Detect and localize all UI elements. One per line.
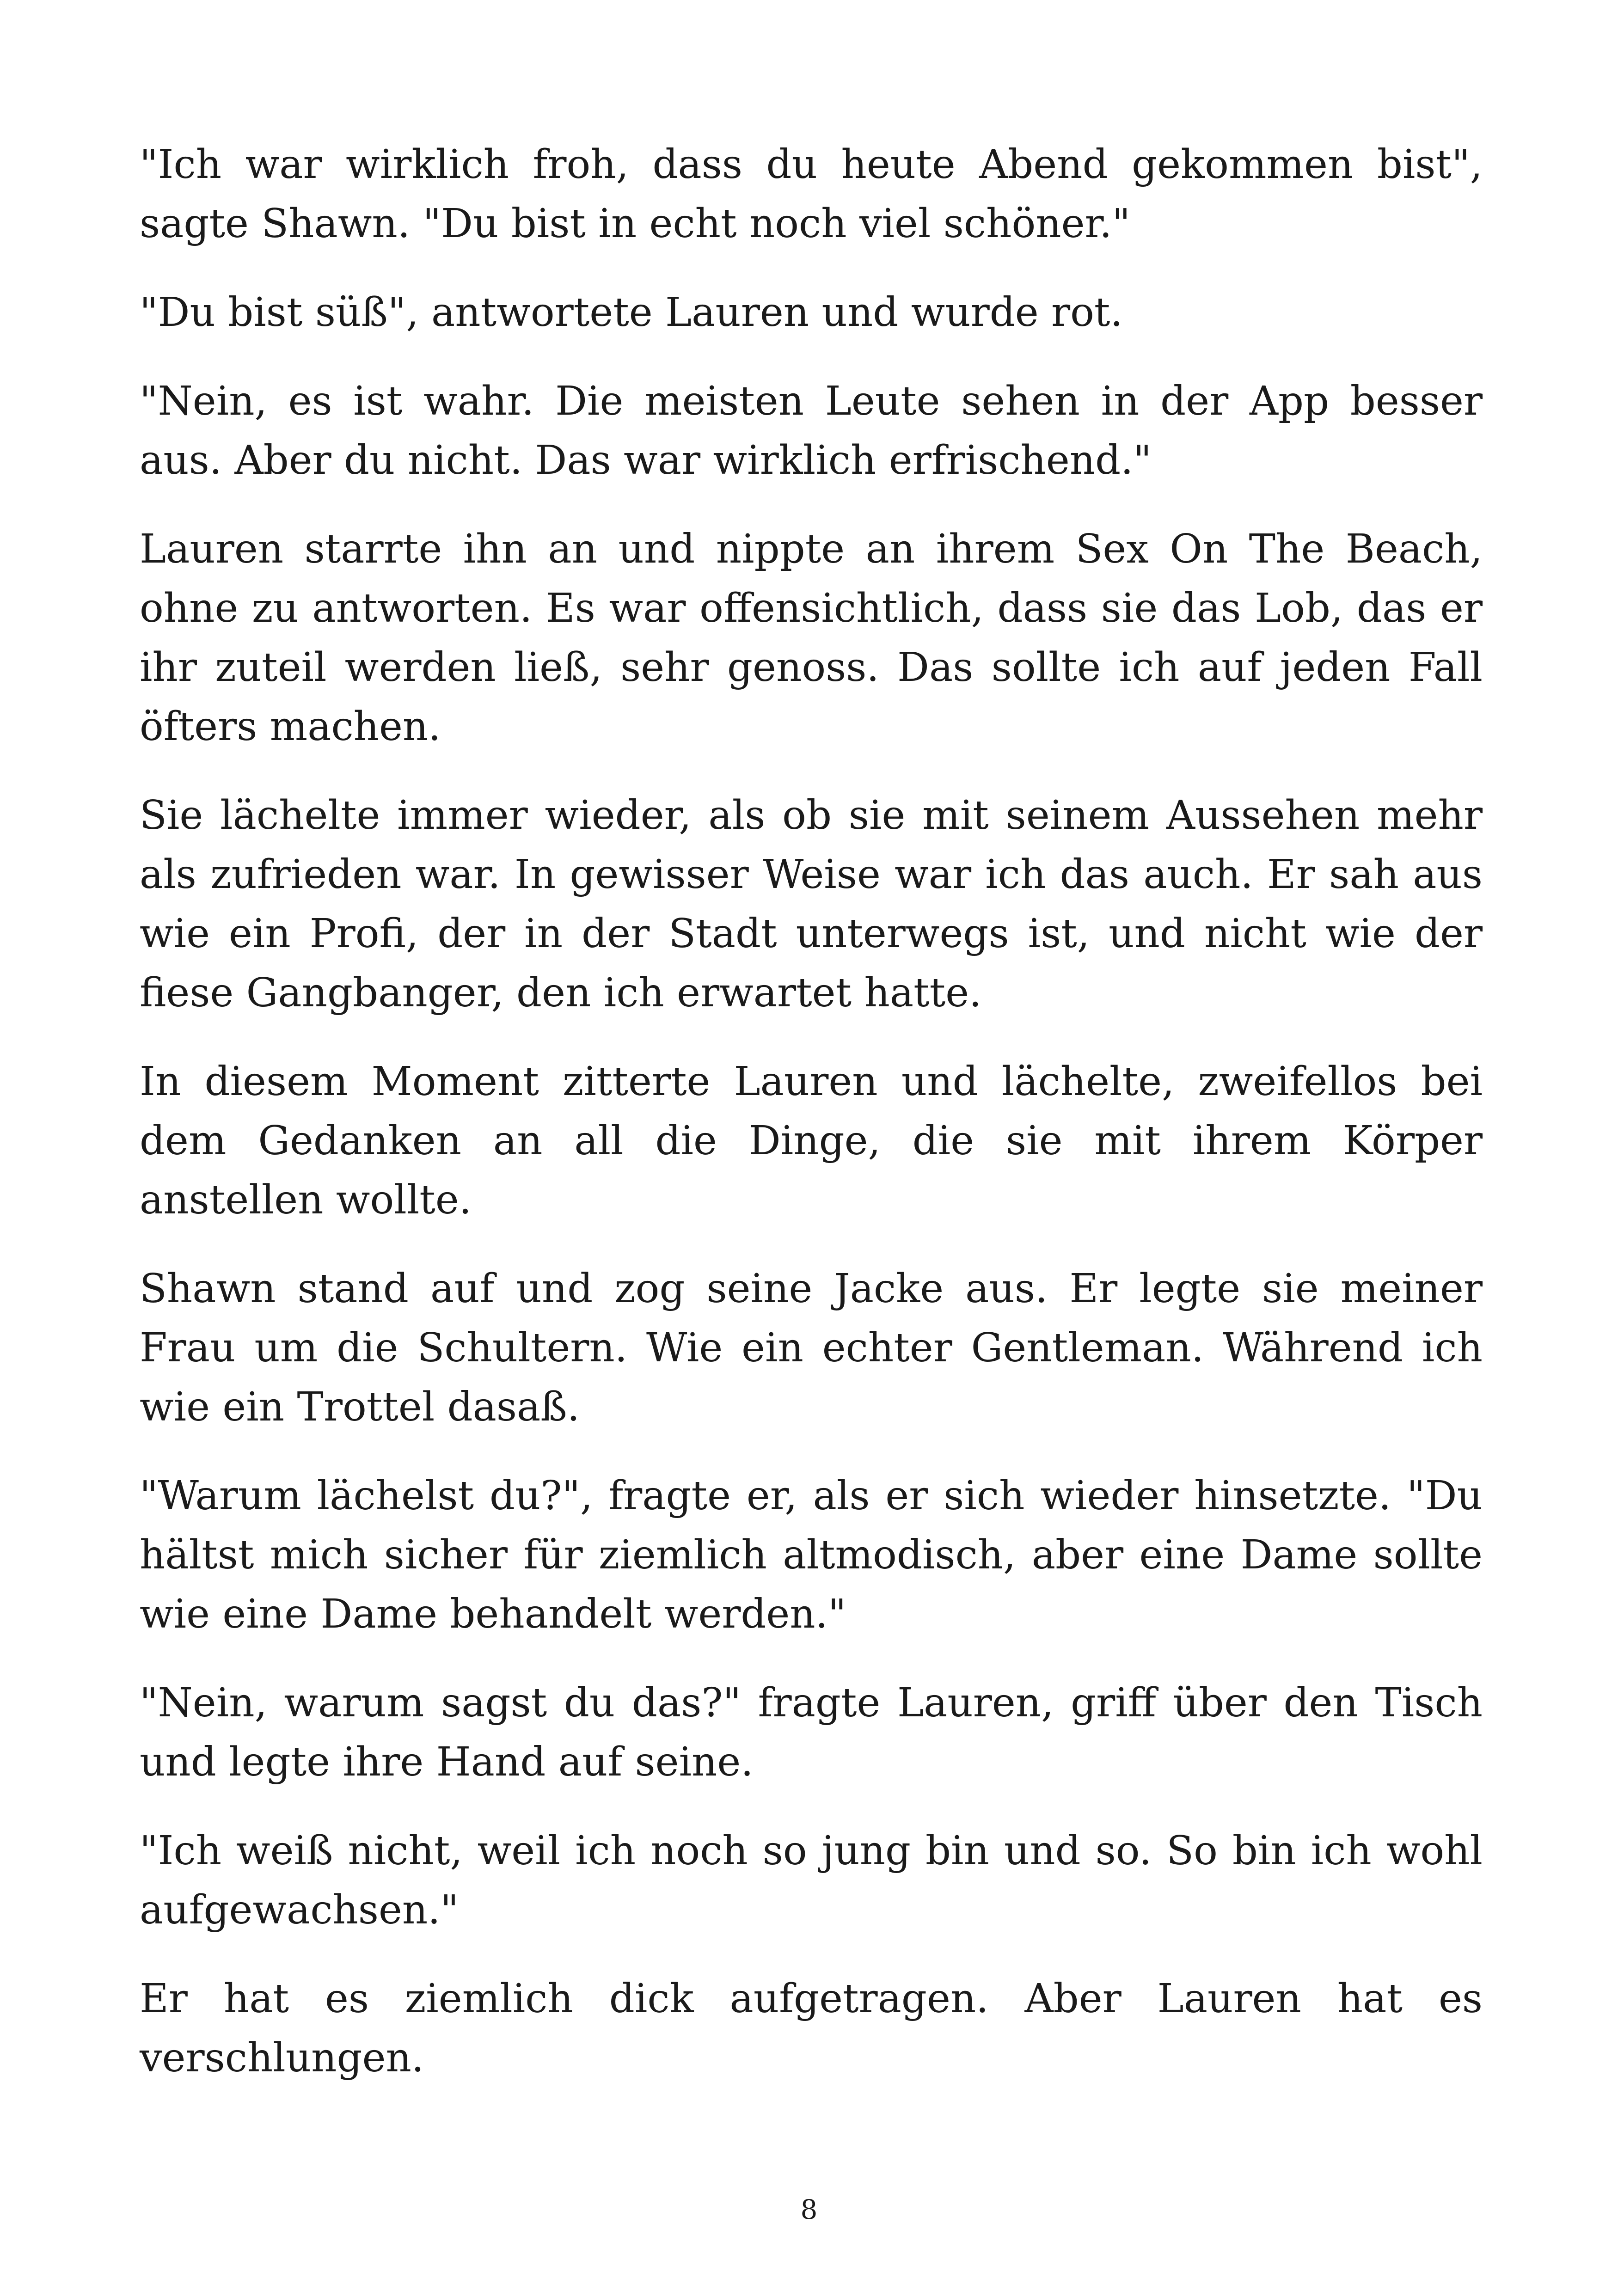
paragraph: Lauren starrte ihn an und nippte an ihrem Sex On The Beach, ohne zu antworten. Es war offensichtlich, dass sie das Lob, das er ihr zuteil werden ließ, sehr genoss. Das sollte ich auf jeden Fall öfters machen.	[140, 526, 1483, 750]
paragraph: "Ich war wirklich froh, dass du heute Abend gekommen bist", sagte Shawn. "Du bist in echt noch viel schöner."	[140, 141, 1483, 247]
paragraph: "Nein, es ist wahr. Die meisten Leute sehen in der App besser aus. Aber du nicht. Das war wirklich erfrischend."	[140, 378, 1483, 484]
paragraph: "Nein, warum sagst du das?" fragte Lauren, griff über den Tisch und legte ihre Hand auf seine.	[140, 1680, 1483, 1785]
page-number: 8	[800, 2194, 818, 2225]
paragraph: "Ich weiß nicht, weil ich noch so jung bin und so. So bin ich wohl aufgewachsen."	[140, 1828, 1483, 1933]
paragraph: Shawn stand auf und zog seine Jacke aus. Er legte sie meiner Frau um die Schultern. Wie ein echter Gentleman. Während ich wie ein Trottel dasaß.	[140, 1266, 1483, 1430]
paragraph: Er hat es ziemlich dick aufgetragen. Aber Lauren hat es verschlungen.	[140, 1976, 1483, 2081]
paragraph: Sie lächelte immer wieder, als ob sie mit seinem Aussehen mehr als zufrieden war. In gewisser Weise war ich das auch. Er sah aus wie ein Profi, der in der Stadt unterwegs ist, und nicht wie der fiese Gangbanger, den ich erwartet hatte.	[140, 792, 1483, 1016]
body-text	[140, 135, 1483, 2088]
paragraph: "Du bist süß", antwortete Lauren und wurde rot.	[140, 289, 1123, 336]
paragraph: "Warum lächelst du?", fragte er, als er sich wieder hinsetzte. "Du hältst mich sicher für ziemlich altmodisch, aber eine Dame sollte wie eine Dame behandelt werden."	[140, 1473, 1483, 1637]
paragraph: In diesem Moment zitterte Lauren und lächelte, zweifellos bei dem Gedanken an all die Dinge, die sie mit ihrem Körper anstellen wollte.	[140, 1059, 1483, 1223]
